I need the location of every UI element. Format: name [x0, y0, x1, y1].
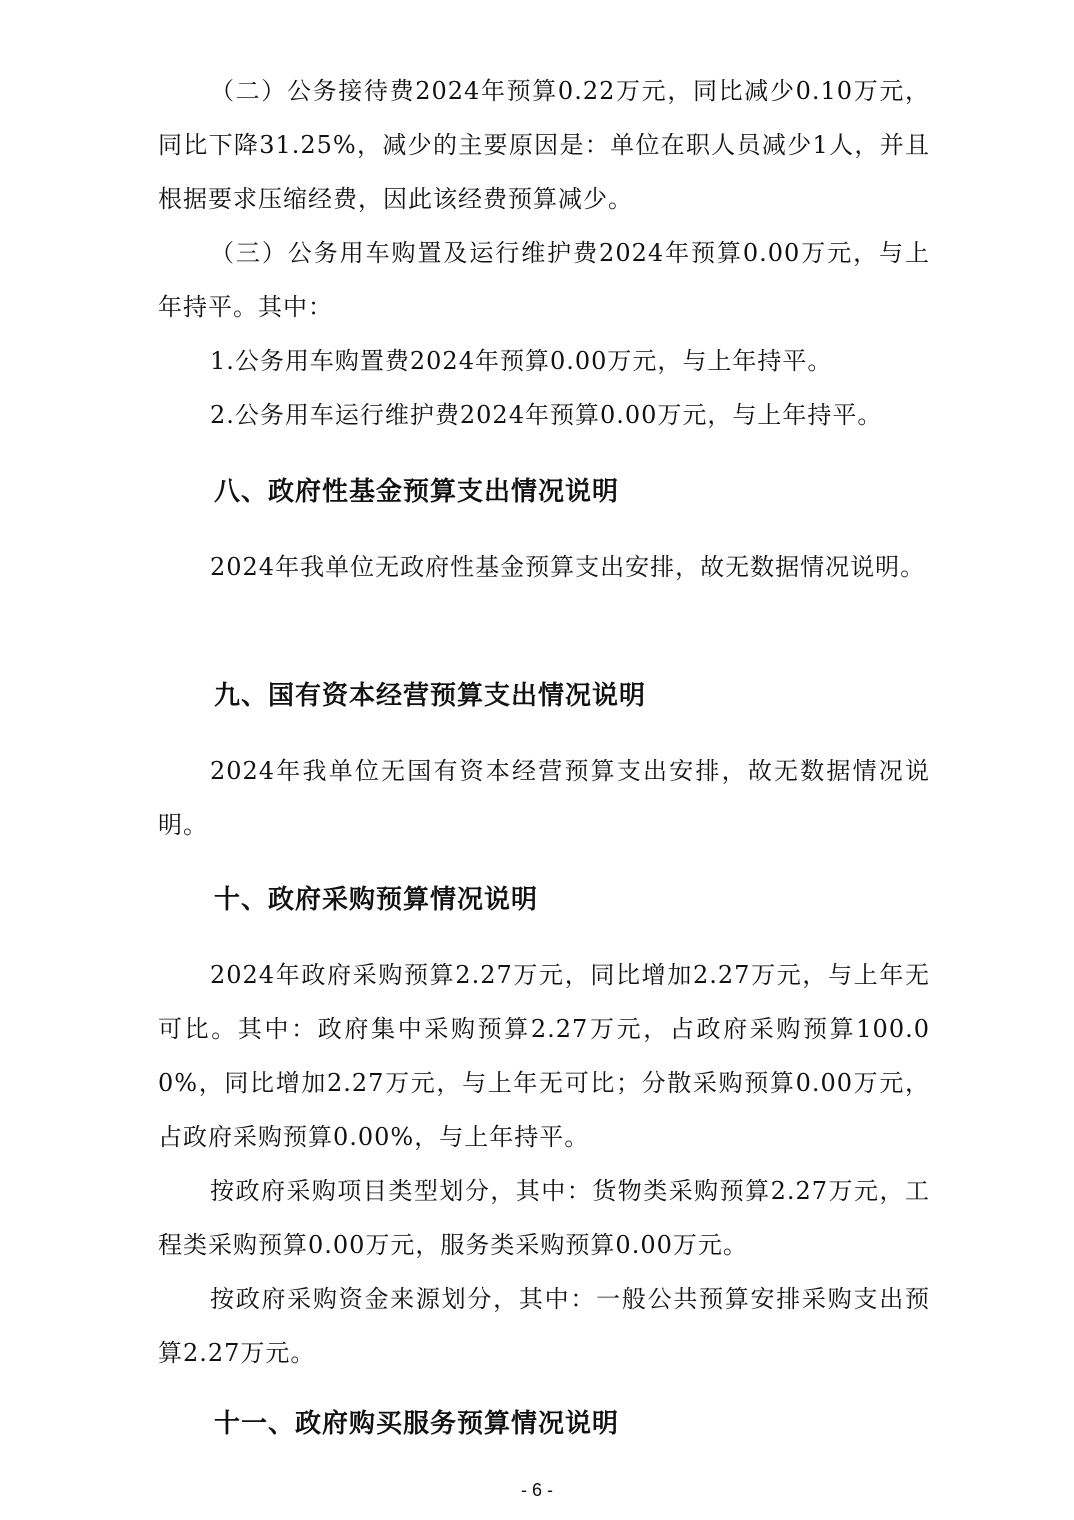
paragraph-procurement-budget: 2024年政府采购预算2.27万元，同比增加2.27万元，与上年无可比。其中：政府集中采购预算2.27万元，占政府采购预算100.00%，同比增加2.27万元，与上年无可比；分散采购预算0.00万元，占政府采购预算0.00%，与上年持平。 — [158, 961, 930, 1151]
page-number: - 6 - — [520, 1480, 553, 1500]
paragraph-procurement-by-source: 按政府采购资金来源划分，其中：一般公共预算安排采购支出预算2.27万元。 — [158, 1285, 930, 1367]
paragraph-procurement-by-type: 按政府采购项目类型划分，其中：货物类采购预算2.27万元，工程类采购预算0.00万元，服务类采购预算0.00万元。 — [158, 1177, 930, 1259]
section-heading-government-fund: 八、政府性基金预算支出情况说明 — [214, 477, 620, 507]
section-heading-procurement: 十、政府采购预算情况说明 — [214, 885, 539, 915]
section-heading-state-capital: 九、国有资本经营预算支出情况说明 — [214, 681, 647, 711]
section-heading-purchased-services: 十一、政府购买服务预算情况说明 — [214, 1409, 620, 1439]
paragraph-government-fund: 2024年我单位无政府性基金预算支出安排，故无数据情况说明。 — [210, 553, 926, 581]
paragraph-vehicle-maintenance: 2.公务用车运行维护费2024年预算0.00万元，与上年持平。 — [210, 401, 883, 429]
paragraph-state-capital: 2024年我单位无国有资本经营预算支出安排，故无数据情况说明。 — [158, 757, 930, 839]
paragraph-vehicle-expense: （三）公务用车购置及运行维护费2024年预算0.00万元，与上年持平。其中： — [158, 239, 930, 321]
paragraph-reception-expense: （二）公务接待费2024年预算0.22万元，同比减少0.10万元，同比下降31.25%，减少的主要原因是：单位在职人员减少1人，并且根据要求压缩经费，因此该经费预算减少。 — [158, 77, 930, 213]
paragraph-vehicle-purchase: 1.公务用车购置费2024年预算0.00万元，与上年持平。 — [210, 347, 833, 375]
